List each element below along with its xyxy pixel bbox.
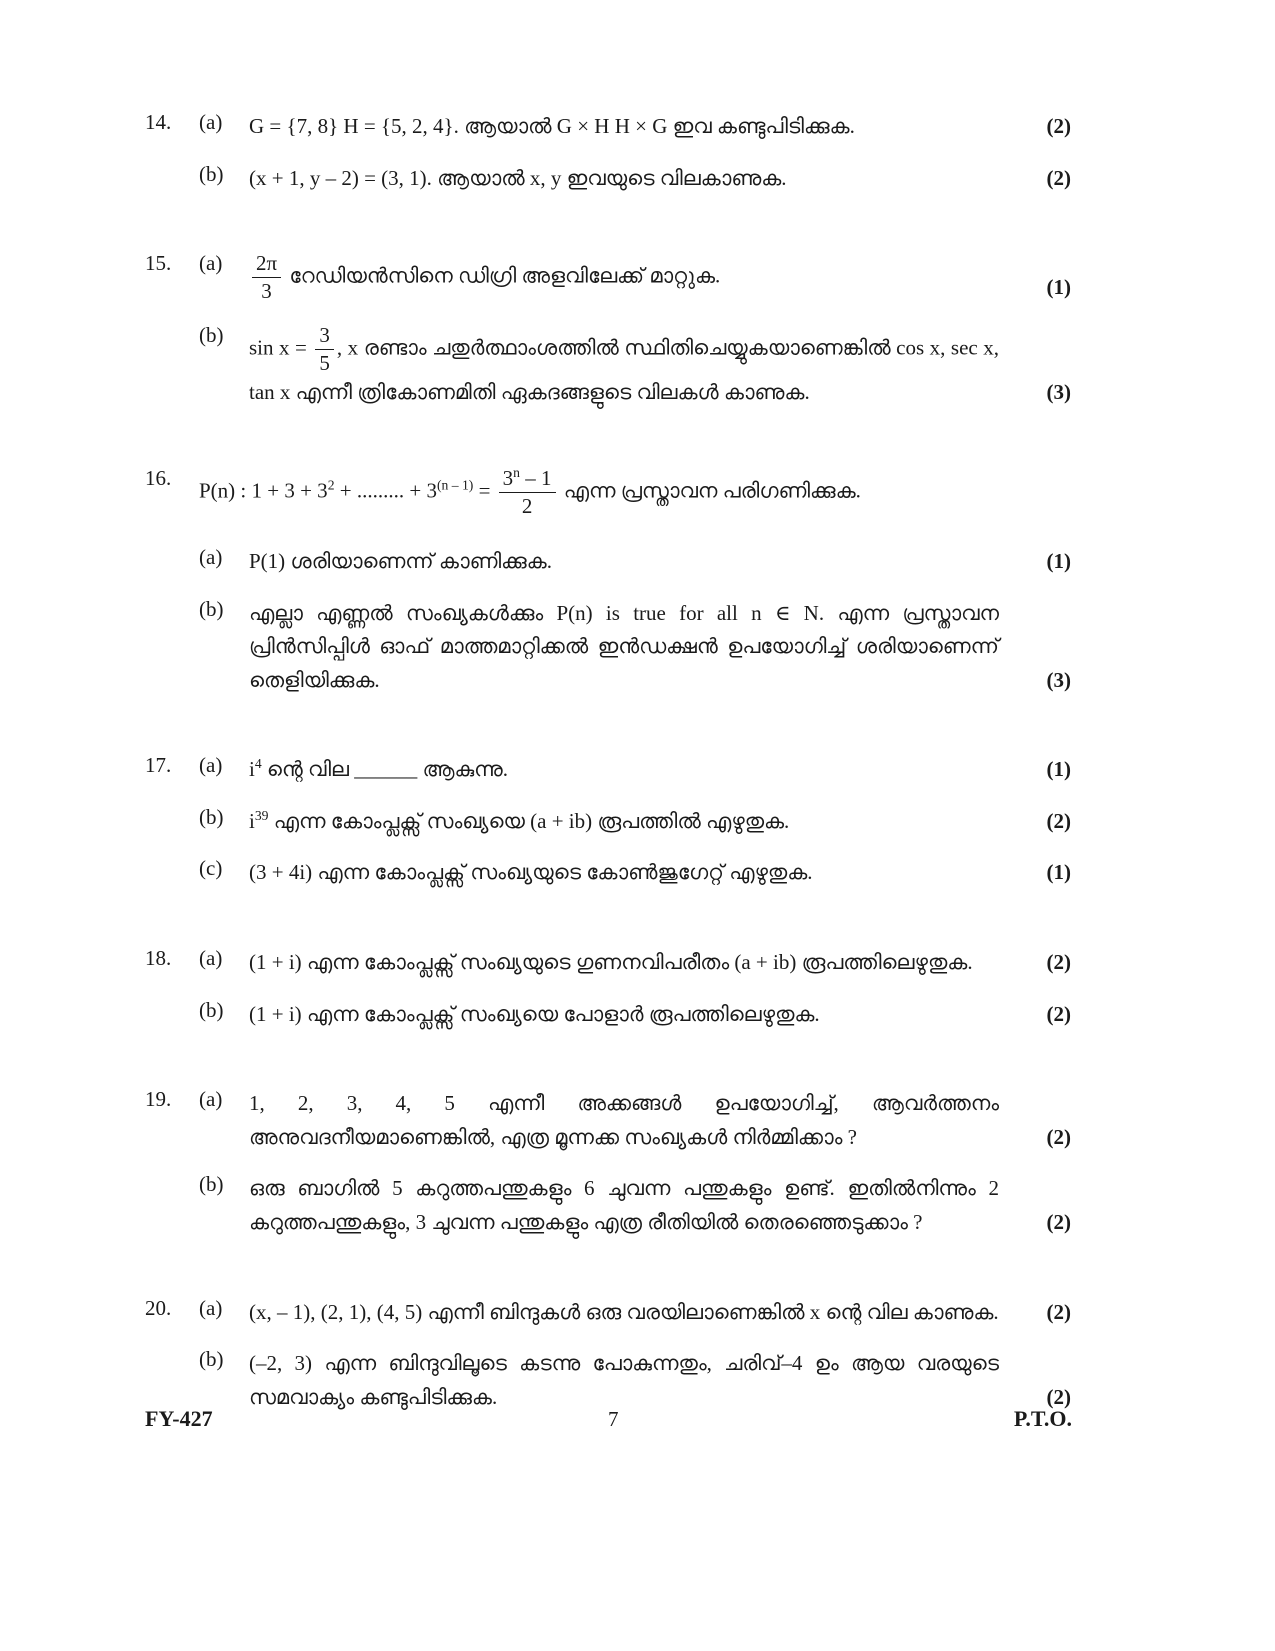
part-text: (x, – 1), (2, 1), (4, 5) എന്നീ ബിന്ദുകൾ ഒരു വരയിലാണെങ്കിൽ x ന്റെ വില കാണുക. [249,1299,999,1324]
part-text: G = {7, 8} H = {5, 2, 4}. ആയാൽ G × H H × G ഇവ കണ്ടുപിടിക്കുക. [249,114,855,138]
question-part [199,1087,1071,1154]
part-marks: (3) [1046,379,1071,404]
question-14 [145,110,1071,195]
part-text: 1, 2, 3, 4, 5 എന്നീ അക്കങ്ങൾ ഉപയോഗിച്ച്, ആവർത്തനം അനുവദനീയമാണെങ്കിൽ, എത്ര മൂന്നക്ക സംഖ്യകൾ നിർമ്മിക്കാം ? [249,1091,999,1149]
question-number: 16. [145,465,172,490]
part-marks: (2) [1046,950,1071,975]
part-text: $i^{39}$ എന്ന കോംപ്ലക്സ് സംഖ്യയെ (a + ib) രൂപത്തിൽ എഴുതുക. [249,807,790,833]
part-marks: (1) [1046,860,1071,885]
question-number: 19. [145,1087,172,1112]
question-part [199,1296,1071,1330]
question-20 [145,1296,1071,1415]
question-part [199,1347,1071,1414]
part-marks: (2) [1046,1124,1071,1149]
question-number: 18. [145,946,172,971]
part-text: (1 + i) എന്ന കോംപ്ലക്സ് സംഖ്യയെ പോളാർ രൂപത്തിലെഴുതുക. [249,1001,820,1026]
part-label: (a) [199,1295,223,1320]
part-label: (a) [199,1087,223,1112]
part-text: (x + 1, y – 2) = (3, 1). ആയാൽ x, y ഇവയുടെ വിലകാണുക. [249,165,787,190]
part-marks: (2) [1046,1299,1071,1324]
part-text: ഒരു ബാഗിൽ 5 കറുത്തപന്തുകളും 6 ചുവന്ന പന്തുകളും ഉണ്ട്. ഇതിൽനിന്നും 2 കറുത്തപന്തുകളും, 3 ചുവന്ന പന്തുകളും എത്ര രീതിയിൽ തെരഞ്ഞെടുക്കാം ? [249,1176,999,1235]
page-footer [145,1406,1072,1432]
part-text: (3 + 4i) എന്ന കോംപ്ലക്സ് സംഖ്യയുടെ കോൺജുഗേറ്റ് എഴുതുക. [249,860,813,885]
question-part [199,251,1071,304]
part-marks: (1) [1046,757,1071,782]
part-marks: (2) [1046,1384,1071,1409]
part-text: sin x = $\frac{3}{5}$ , x രണ്ടാം ചതുർത്ഥാംശത്തിൽ സ്ഥിതിചെയ്യുകയാണെങ്കിൽ cos x, sec x, tan x എന്നീ ത്രികോണമിതി ഏകദങ്ങളുടെ വിലകൾ കാണുക. [249,322,999,404]
part-label: (b) [199,322,224,347]
question-19 [145,1087,1071,1239]
question-number: 15. [145,251,172,276]
part-marks: (1) [1046,274,1071,299]
part-label: (b) [199,1347,224,1372]
part-text: P(1) ശരിയാണെന്ന് കാണിക്കുക. [249,548,552,573]
part-marks: (1) [1046,548,1071,573]
part-label: (b) [199,804,224,829]
part-marks: (2) [1046,808,1071,833]
questions-list [145,110,1071,1470]
part-text: $i^4$ ന്റെ വില ______ ആകുന്നു. [249,756,509,782]
question-part [199,1172,1071,1239]
question-part [199,545,1071,579]
fraction: $\frac{3^n - 1}{2}$ [499,466,556,519]
question-part [199,805,1071,839]
part-label: (b) [199,997,224,1022]
part-text: (–2, 3) എന്ന ബിന്ദുവിലൂടെ കടന്നു പോകുന്നതും, ചരിവ്–4 ഉം ആയ വരയുടെ സമവാക്യം കണ്ടുപിടിക്കുക. [249,1351,999,1409]
part-label: (b) [199,1172,224,1197]
question-part [199,753,1071,787]
footer-page-number: 7 [608,1407,619,1431]
question-part [199,110,1071,144]
part-label: (a) [199,753,223,778]
part-text: $\frac{2\pi}{3}$ റേഡിയൻസിനെ ഡിഗ്രി അളവിലേക്ക് മാറ്റുക. [249,251,1015,304]
fraction: $\frac{3}{5}$ [315,323,334,376]
part-label: (a) [199,544,223,569]
part-marks: (2) [1046,165,1071,190]
footer-pto: P.T.O. [1013,1406,1072,1431]
part-label: (a) [199,946,223,971]
question-part [199,998,1071,1032]
part-text: (1 + i) എന്ന കോംപ്ലക്സ് സംഖ്യയുടെ ഗുണനവിപരീതം (a + ib) രൂപത്തിലെഴുതുക. [249,950,973,975]
part-label: (a) [199,110,223,134]
part-marks: (2) [1046,1210,1071,1235]
question-part [199,946,1071,980]
question-part [199,597,1071,698]
question-17 [145,753,1071,890]
part-marks: (3) [1046,667,1071,692]
question-part [199,856,1071,890]
question-part [199,323,1071,410]
question-15 [145,251,1071,409]
question-16 [145,466,1071,698]
part-label: (b) [199,596,224,621]
part-marks: (2) [1046,114,1071,138]
question-number: 20. [145,1295,172,1320]
part-label: (a) [199,251,223,276]
part-marks: (2) [1046,1001,1071,1026]
part-label: (c) [199,856,223,881]
question-stem: P(n) : $1 + 3 + 3^2$ + ......... + $3^{(n - 1)}$ = $\frac{3^n - 1}{2}$ എന്ന പ്രസ്താവന പരിഗണിക്കുക. [199,464,861,518]
part-label: (b) [199,161,224,186]
question-number: 17. [145,753,172,778]
question-number: 14. [145,110,172,134]
question-part [199,162,1071,196]
fraction: $\frac{2\pi}{3}$ [252,251,281,304]
question-18 [145,946,1071,1031]
footer-paper-code: FY-427 [145,1406,213,1431]
part-text: എല്ലാ എണ്ണൽ സംഖ്യകൾക്കും P(n) is true for all n ∈ N. എന്ന പ്രസ്താവന പ്രിൻസിപ്പിൾ ഓഫ് മാത്തമാറ്റിക്കൽ ഇൻഡക്ഷൻ ഉപയോഗിച്ച് ശരിയാണെന്ന് തെളിയിക്കുക. [249,600,999,692]
